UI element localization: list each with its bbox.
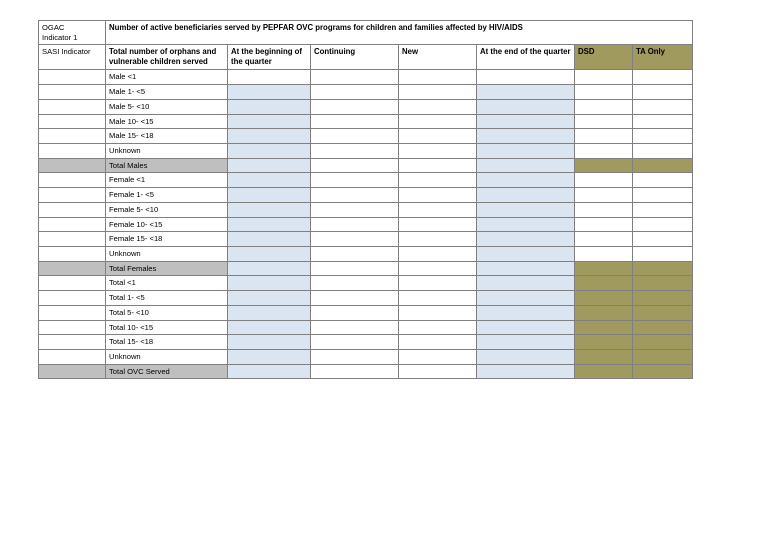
row-label: Female 15- <18 — [106, 232, 228, 247]
ovc-indicator-table — [38, 20, 693, 379]
table-row — [39, 217, 693, 232]
cell-dsd — [575, 335, 633, 350]
cell-new[interactable] — [399, 158, 477, 173]
cell-ta-only[interactable] — [633, 232, 693, 247]
table-body — [39, 21, 693, 379]
header-end-quarter: At the end of the quarter — [477, 45, 575, 70]
cell-ta-only[interactable] — [633, 70, 693, 85]
cell-dsd — [575, 261, 633, 276]
table-row — [39, 202, 693, 217]
cell-new[interactable] — [399, 188, 477, 203]
cell-ta-only — [633, 291, 693, 306]
cell-end-quarter[interactable] — [477, 173, 575, 188]
cell-beginning-quarter[interactable] — [228, 188, 311, 203]
cell-dsd[interactable] — [575, 143, 633, 158]
row-label: Total 5- <10 — [106, 305, 228, 320]
table-row — [39, 70, 693, 85]
cell-new[interactable] — [399, 129, 477, 144]
row-indicator-cell — [39, 99, 106, 114]
cell-beginning-quarter[interactable] — [228, 99, 311, 114]
header-sasi-indicator: SASI Indicator — [39, 45, 106, 70]
row-label: Total Males — [106, 158, 228, 173]
cell-continuing[interactable] — [311, 232, 399, 247]
cell-new[interactable] — [399, 70, 477, 85]
cell-beginning-quarter[interactable] — [228, 247, 311, 262]
cell-dsd[interactable] — [575, 99, 633, 114]
cell-new[interactable] — [399, 217, 477, 232]
row-indicator-cell — [39, 276, 106, 291]
row-indicator-cell — [39, 202, 106, 217]
cell-new[interactable] — [399, 335, 477, 350]
cell-dsd — [575, 276, 633, 291]
row-indicator-cell — [39, 320, 106, 335]
row-label: Female 5- <10 — [106, 202, 228, 217]
cell-continuing[interactable] — [311, 143, 399, 158]
cell-beginning-quarter[interactable] — [228, 232, 311, 247]
cell-dsd[interactable] — [575, 114, 633, 129]
row-label: Total <1 — [106, 276, 228, 291]
cell-beginning-quarter[interactable] — [228, 173, 311, 188]
table-row — [39, 129, 693, 144]
cell-end-quarter[interactable] — [477, 261, 575, 276]
row-indicator-cell — [39, 261, 106, 276]
table-row — [39, 143, 693, 158]
cell-new[interactable] — [399, 247, 477, 262]
cell-end-quarter[interactable] — [477, 70, 575, 85]
indicator-title-row — [39, 21, 693, 45]
cell-end-quarter[interactable] — [477, 202, 575, 217]
cell-ta-only — [633, 261, 693, 276]
cell-ta-only — [633, 320, 693, 335]
cell-continuing[interactable] — [311, 202, 399, 217]
cell-dsd — [575, 158, 633, 173]
cell-dsd — [575, 364, 633, 379]
cell-beginning-quarter[interactable] — [228, 85, 311, 100]
cell-new[interactable] — [399, 261, 477, 276]
cell-dsd[interactable] — [575, 129, 633, 144]
cell-continuing[interactable] — [311, 350, 399, 365]
row-label: Male 10- <15 — [106, 114, 228, 129]
cell-continuing[interactable] — [311, 129, 399, 144]
cell-new[interactable] — [399, 364, 477, 379]
cell-ta-only[interactable] — [633, 247, 693, 262]
table-row-total — [39, 158, 693, 173]
cell-beginning-quarter[interactable] — [228, 158, 311, 173]
cell-ta-only[interactable] — [633, 188, 693, 203]
table-row — [39, 350, 693, 365]
cell-end-quarter[interactable] — [477, 188, 575, 203]
indicator-title: Number of active beneficiaries served by PEPFAR OVC programs for children and families affected by HIV/AIDS — [106, 21, 693, 45]
table-row — [39, 173, 693, 188]
cell-end-quarter[interactable] — [477, 276, 575, 291]
header-total-ovc: Total number of orphans and vulnerable children served — [106, 45, 228, 70]
row-label: Total Females — [106, 261, 228, 276]
cell-dsd[interactable] — [575, 247, 633, 262]
cell-new[interactable] — [399, 143, 477, 158]
cell-continuing[interactable] — [311, 364, 399, 379]
cell-continuing[interactable] — [311, 291, 399, 306]
cell-end-quarter[interactable] — [477, 129, 575, 144]
cell-new[interactable] — [399, 114, 477, 129]
cell-continuing[interactable] — [311, 335, 399, 350]
table-row — [39, 276, 693, 291]
cell-continuing[interactable] — [311, 99, 399, 114]
table-row — [39, 232, 693, 247]
row-label: Female 1- <5 — [106, 188, 228, 203]
cell-continuing[interactable] — [311, 217, 399, 232]
cell-ta-only[interactable] — [633, 85, 693, 100]
cell-ta-only — [633, 335, 693, 350]
ogac-indicator-label-line2: Indicator 1 — [42, 32, 78, 42]
cell-dsd[interactable] — [575, 70, 633, 85]
row-label: Total 1- <5 — [106, 291, 228, 306]
cell-end-quarter[interactable] — [477, 85, 575, 100]
cell-dsd — [575, 320, 633, 335]
row-indicator-cell — [39, 247, 106, 262]
cell-dsd — [575, 291, 633, 306]
table-row — [39, 247, 693, 262]
cell-new[interactable] — [399, 350, 477, 365]
cell-dsd[interactable] — [575, 173, 633, 188]
row-indicator-cell — [39, 129, 106, 144]
header-new: New — [399, 45, 477, 70]
cell-end-quarter[interactable] — [477, 291, 575, 306]
row-indicator-cell — [39, 335, 106, 350]
cell-beginning-quarter[interactable] — [228, 350, 311, 365]
cell-beginning-quarter[interactable] — [228, 291, 311, 306]
cell-ta-only[interactable] — [633, 217, 693, 232]
cell-ta-only — [633, 276, 693, 291]
row-indicator-cell — [39, 350, 106, 365]
cell-end-quarter[interactable] — [477, 232, 575, 247]
cell-dsd[interactable] — [575, 188, 633, 203]
cell-end-quarter[interactable] — [477, 247, 575, 262]
cell-dsd — [575, 305, 633, 320]
cell-ta-only[interactable] — [633, 99, 693, 114]
row-indicator-cell — [39, 70, 106, 85]
cell-dsd[interactable] — [575, 232, 633, 247]
cell-continuing[interactable] — [311, 173, 399, 188]
cell-beginning-quarter[interactable] — [228, 364, 311, 379]
row-label: Total OVC Served — [106, 364, 228, 379]
cell-end-quarter[interactable] — [477, 350, 575, 365]
header-continuing: Continuing — [311, 45, 399, 70]
cell-end-quarter[interactable] — [477, 114, 575, 129]
cell-end-quarter[interactable] — [477, 335, 575, 350]
cell-end-quarter[interactable] — [477, 305, 575, 320]
ogac-indicator-label-line1: OGAC — [42, 23, 65, 32]
cell-new[interactable] — [399, 305, 477, 320]
cell-new[interactable] — [399, 85, 477, 100]
row-indicator-cell — [39, 158, 106, 173]
cell-new[interactable] — [399, 173, 477, 188]
row-label: Male <1 — [106, 70, 228, 85]
row-label: Male 1- <5 — [106, 85, 228, 100]
cell-ta-only — [633, 158, 693, 173]
cell-ta-only — [633, 364, 693, 379]
cell-continuing[interactable] — [311, 188, 399, 203]
header-dsd: DSD — [575, 45, 633, 70]
cell-continuing[interactable] — [311, 261, 399, 276]
table-row-grand-total — [39, 364, 693, 379]
cell-end-quarter[interactable] — [477, 158, 575, 173]
row-indicator-cell — [39, 85, 106, 100]
table-row — [39, 320, 693, 335]
row-label: Male 5- <10 — [106, 99, 228, 114]
row-label: Unknown — [106, 143, 228, 158]
cell-end-quarter[interactable] — [477, 364, 575, 379]
cell-beginning-quarter[interactable] — [228, 305, 311, 320]
cell-beginning-quarter[interactable] — [228, 202, 311, 217]
cell-ta-only — [633, 305, 693, 320]
cell-end-quarter[interactable] — [477, 143, 575, 158]
row-indicator-cell — [39, 114, 106, 129]
cell-beginning-quarter[interactable] — [228, 129, 311, 144]
cell-dsd — [575, 350, 633, 365]
cell-dsd[interactable] — [575, 217, 633, 232]
cell-ta-only[interactable] — [633, 173, 693, 188]
table-row — [39, 114, 693, 129]
table-row-total — [39, 261, 693, 276]
cell-beginning-quarter[interactable] — [228, 114, 311, 129]
row-indicator-cell — [39, 217, 106, 232]
table-row — [39, 291, 693, 306]
cell-dsd[interactable] — [575, 202, 633, 217]
cell-end-quarter[interactable] — [477, 320, 575, 335]
cell-beginning-quarter[interactable] — [228, 276, 311, 291]
cell-ta-only[interactable] — [633, 202, 693, 217]
cell-beginning-quarter[interactable] — [228, 335, 311, 350]
row-indicator-cell — [39, 232, 106, 247]
row-indicator-cell — [39, 291, 106, 306]
row-label: Total 10- <15 — [106, 320, 228, 335]
cell-ta-only[interactable] — [633, 143, 693, 158]
cell-continuing[interactable] — [311, 305, 399, 320]
cell-beginning-quarter[interactable] — [228, 70, 311, 85]
cell-beginning-quarter[interactable] — [228, 217, 311, 232]
cell-end-quarter[interactable] — [477, 99, 575, 114]
row-indicator-cell — [39, 173, 106, 188]
cell-continuing[interactable] — [311, 247, 399, 262]
row-label: Female 10- <15 — [106, 217, 228, 232]
table-row — [39, 305, 693, 320]
table-row — [39, 99, 693, 114]
row-indicator-cell — [39, 143, 106, 158]
row-label: Unknown — [106, 350, 228, 365]
row-indicator-cell — [39, 305, 106, 320]
row-indicator-cell — [39, 188, 106, 203]
header-ta-only: TA Only — [633, 45, 693, 70]
cell-continuing[interactable] — [311, 276, 399, 291]
cell-new[interactable] — [399, 291, 477, 306]
cell-continuing[interactable] — [311, 85, 399, 100]
row-label: Unknown — [106, 247, 228, 262]
table-row — [39, 335, 693, 350]
cell-continuing[interactable] — [311, 320, 399, 335]
table-row — [39, 85, 693, 100]
row-label: Female <1 — [106, 173, 228, 188]
cell-new[interactable] — [399, 99, 477, 114]
table-row — [39, 188, 693, 203]
cell-continuing[interactable] — [311, 70, 399, 85]
row-label: Total 15- <18 — [106, 335, 228, 350]
ogac-indicator-label — [39, 21, 106, 45]
header-beginning-quarter: At the beginning of the quarter — [228, 45, 311, 70]
cell-end-quarter[interactable] — [477, 217, 575, 232]
cell-new[interactable] — [399, 232, 477, 247]
column-header-row — [39, 45, 693, 70]
cell-ta-only — [633, 350, 693, 365]
cell-ta-only[interactable] — [633, 114, 693, 129]
row-label: Male 15- <18 — [106, 129, 228, 144]
ovc-indicator-table-container — [38, 20, 692, 379]
cell-continuing[interactable] — [311, 114, 399, 129]
cell-new[interactable] — [399, 202, 477, 217]
row-indicator-cell — [39, 364, 106, 379]
cell-new[interactable] — [399, 276, 477, 291]
cell-beginning-quarter[interactable] — [228, 320, 311, 335]
cell-beginning-quarter[interactable] — [228, 143, 311, 158]
cell-dsd[interactable] — [575, 85, 633, 100]
cell-continuing[interactable] — [311, 158, 399, 173]
cell-ta-only[interactable] — [633, 129, 693, 144]
cell-new[interactable] — [399, 320, 477, 335]
cell-beginning-quarter[interactable] — [228, 261, 311, 276]
